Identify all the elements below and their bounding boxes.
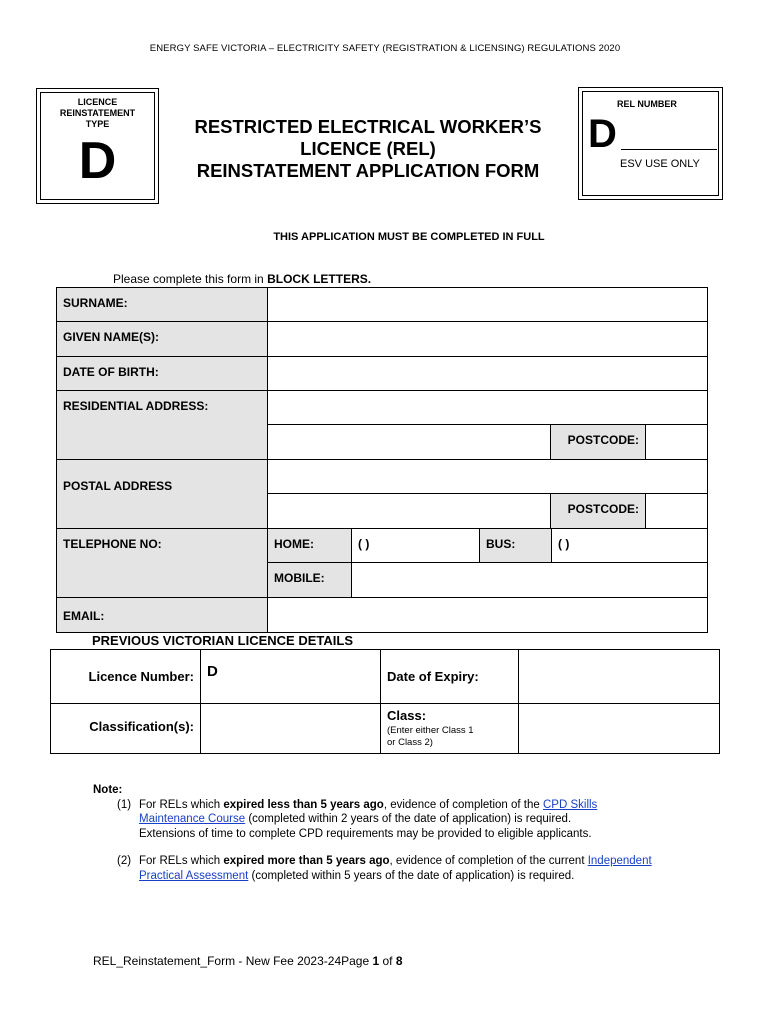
residential-address-label-cell [56,390,268,460]
dob-input[interactable] [267,356,708,391]
note-1-number: (1) [117,798,132,811]
bus-phone-label-cell [479,528,552,563]
independent-link[interactable]: Independent [587,855,652,867]
mobile-label-cell [267,562,352,598]
class-hint [387,725,474,749]
class-label: Class: [387,708,427,723]
note-2-text-a: For RELs which [139,855,224,867]
licence-type-letter: D [78,132,117,190]
bus-phone-input[interactable] [551,528,708,563]
surname-label: SURNAME: [63,296,128,310]
residential-address-line2-input[interactable] [267,424,551,460]
form-title-line3: REINSTATEMENT APPLICATION FORM [196,160,540,181]
note-item-1 [93,798,652,842]
licence-number-label: Licence Number: [88,669,194,684]
home-phone-value: ( ) [358,537,370,551]
cpd-skills-link[interactable]: CPD Skills [543,798,598,811]
rel-number-letter: D [588,112,617,156]
note-2-number: (2) [117,855,132,867]
form-title-line1: RESTRICTED ELECTRICAL WORKER’S [194,116,542,137]
classification-label: Classification(s): [89,719,194,734]
given-names-label-cell [56,321,268,357]
residential-postcode-input[interactable] [645,424,708,460]
page-footer [93,954,403,968]
telephone-label: TELEPHONE NO: [63,537,162,551]
bus-phone-label: BUS: [486,537,516,551]
postal-address-line1-input[interactable] [267,459,708,494]
previous-licence-heading: PREVIOUS VICTORIAN LICENCE DETAILS [92,633,353,648]
expiry-label: Date of Expiry: [387,669,479,684]
telephone-label-cell [56,528,268,598]
surname-input[interactable] [267,287,708,322]
residential-postcode-label-cell [550,424,646,460]
esv-use-only-note: ESV USE ONLY [620,158,700,170]
rel-number-inner-frame [582,91,719,196]
given-names-input[interactable] [267,321,708,357]
home-phone-input[interactable] [351,528,480,563]
licence-type-inner-frame [40,92,155,200]
class-hint-line2: or Class 2) [387,737,433,748]
bus-phone-value: ( ) [558,537,570,551]
licence-type-label-line3: TYPE [85,119,110,129]
licence-type-label [41,97,154,130]
note-1-text-b: , evidence of completion of the [383,798,543,811]
given-names-label: GIVEN NAME(S): [63,330,159,344]
postal-postcode-input[interactable] [645,493,708,529]
home-phone-label-cell [267,528,352,563]
classification-input[interactable] [200,703,381,754]
licence-number-prefix: D [207,663,218,680]
instruction-bold-text: BLOCK LETTERS. [267,272,372,286]
footer-page-word: Page [341,954,373,968]
licence-number-label-cell [50,649,201,704]
postal-address-line2-input[interactable] [267,493,551,529]
licence-type-label-line2: REINSTATEMENT [59,108,136,118]
note-item-2 [93,854,652,883]
footer-of-word: of [379,954,396,968]
postal-address-label-cell [56,459,268,529]
email-label: EMAIL: [63,609,105,623]
footer-page-number: 1 [372,954,380,968]
block-letters-instruction [113,272,371,286]
email-label-cell [56,597,268,633]
footer-document-name: REL_Reinstatement_Form - New Fee 2023-24 [93,954,342,968]
form-title-line2: LICENCE (REL) [300,138,436,159]
note-1-bold: expired less than 5 years ago [223,798,384,811]
class-label-cell [380,703,519,754]
form-title [163,116,573,182]
maintenance-course-link[interactable]: Maintenance Course [139,813,246,825]
note-1-text-d: Extensions of time to complete CPD requirements may be provided to eligible applicants. [139,827,592,840]
postal-postcode-label-cell [550,493,646,529]
class-input[interactable] [518,703,720,754]
residential-address-label: RESIDENTIAL ADDRESS: [63,399,209,413]
residential-address-line1-input[interactable] [267,390,708,425]
residential-postcode-label: POSTCODE: [567,433,639,447]
note-2-text-b: , evidence of completion of the current [389,855,588,867]
licence-type-box [36,88,159,204]
must-complete-notice: THIS APPLICATION MUST BE COMPLETED IN FULL [273,231,545,243]
licence-type-label-line1: LICENCE [77,97,118,107]
classification-label-cell [50,703,201,754]
note-2-text-c: (completed within 5 years of the date of application) is required. [248,869,575,882]
licence-number-input[interactable] [200,649,381,704]
rel-number-box [578,87,723,200]
expiry-label-cell [380,649,519,704]
mobile-label: MOBILE: [274,571,325,585]
dob-label: DATE OF BIRTH: [63,365,159,379]
email-input[interactable] [267,597,708,633]
dob-label-cell [56,356,268,391]
notes-section [93,783,652,883]
class-hint-line1: (Enter either Class 1 [387,725,474,736]
notes-title: Note: [93,784,123,796]
surname-label-cell [56,287,268,322]
mobile-input[interactable] [351,562,708,598]
postal-address-label: POSTAL ADDRESS [63,479,173,493]
postal-postcode-label: POSTCODE: [567,502,639,516]
note-1-text-a: For RELs which [139,798,224,811]
rel-number-entry-line[interactable] [621,149,717,150]
instruction-text: Please complete this form in [113,272,268,286]
home-phone-label: HOME: [274,537,314,551]
note-1-text-c: (completed within 2 years of the date of application) is required. [245,813,572,825]
regulation-header: ENERGY SAFE VICTORIA – ELECTRICITY SAFETY (REGISTRATION & LICENSING) REGULATIONS 2020 [149,43,621,54]
practical-assessment-link[interactable]: Practical Assessment [139,869,249,882]
rel-number-label: REL NUMBER [617,99,677,109]
note-2-bold: expired more than 5 years ago [223,855,390,867]
footer-page-total: 8 [395,954,403,968]
expiry-input[interactable] [518,649,720,704]
